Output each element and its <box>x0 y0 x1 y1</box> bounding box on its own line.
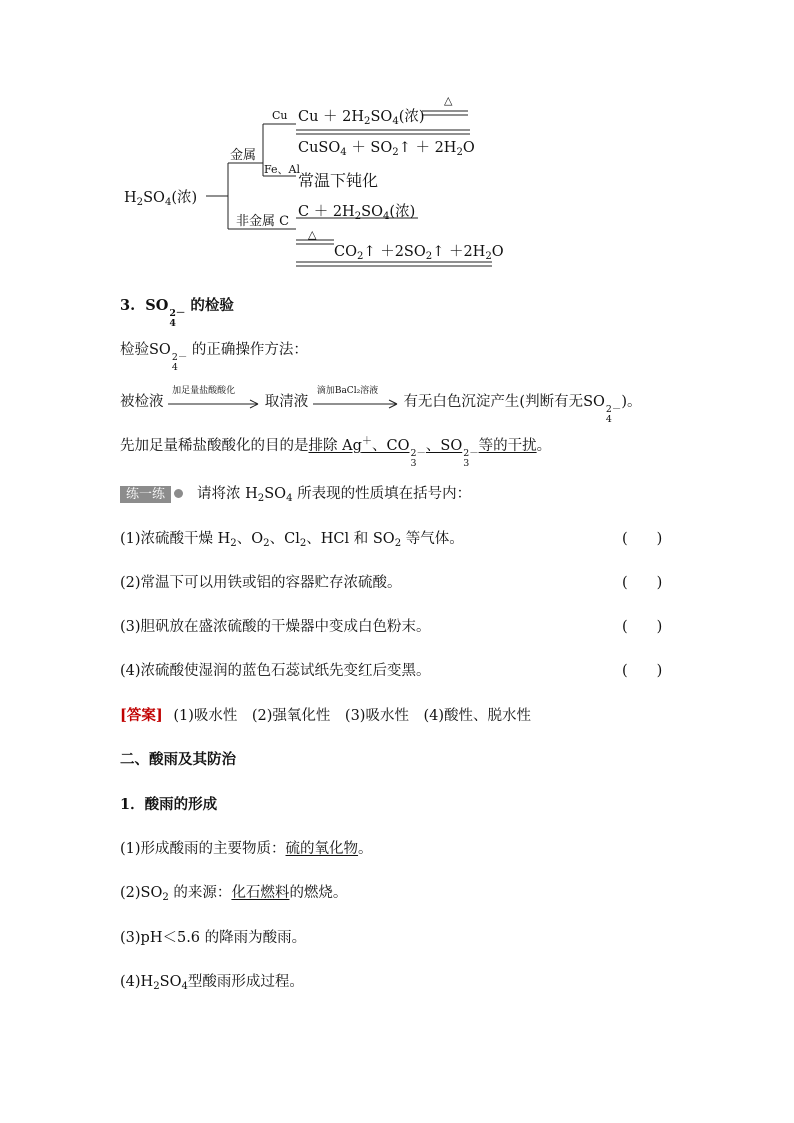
line1-answer: 硫的氧化物 <box>285 841 359 857</box>
practice-item-2: (2)常温下可以用铁或铝的容器贮存浓硫酸。 <box>120 575 402 591</box>
branch-metal-label: 金属 <box>230 148 257 163</box>
step1: 被检液 <box>120 394 164 410</box>
branch-fe-al-label: Fe、Al <box>264 163 301 176</box>
arrow1 <box>168 386 260 409</box>
cu-reaction-bottom: CuSO$_4$ ＋ $SO_2↑ + 2H_2O$ <box>298 140 475 158</box>
section3-intro: 检验SO 2－ 4 的正确操作方法： <box>120 342 308 373</box>
section3-purpose: 先加足量稀盐酸酸化的目的是排除 Ag＋、CO 2－ 3 、SO 2－ 3 等的干扰。 <box>120 436 552 469</box>
practice-item-4: (4)浓硫酸使湿润的蓝色石蕊试纸先变红后变黑。 <box>120 663 431 679</box>
answer-paren-4[interactable]: ( ) <box>622 663 663 679</box>
acid-rain-heading: 二、酸雨及其防治 <box>120 751 236 768</box>
answer-text: (1)吸水性 (2)强氧化性 (3)吸水性 (4)酸性、脱水性 <box>173 708 531 724</box>
acid-rain-subheading: 1．酸雨的形成 <box>120 796 218 813</box>
answer-paren-1[interactable]: ( ) <box>622 531 663 547</box>
answer-paren-3[interactable]: ( ) <box>622 619 663 635</box>
line2-prefix: $(2)SO_2$ 的来源： <box>120 885 232 903</box>
fe-al-result: 常温下钝化 <box>298 171 379 190</box>
arrow2 <box>313 386 399 409</box>
section3-heading: 3. SO 2－ 4 的检验 <box>120 297 234 329</box>
acid-rain-line-4: $(4)H_2SO_4$型酸雨形成过程。 <box>120 974 304 992</box>
answer-paren-2[interactable]: ( ) <box>622 575 663 591</box>
step3: 有无白色沉淀产生(判断有无SO 2－ 4 )。 <box>403 394 642 425</box>
arrow1-label: 加足量盐酸酸化 <box>172 386 236 396</box>
line2-answer: 化石燃料 <box>231 885 290 901</box>
test-procedure-row <box>120 386 642 425</box>
branch-nonmetal-label: 非金属 C <box>236 214 290 229</box>
line1-prefix: (1)形成酸雨的主要物质： <box>120 841 286 857</box>
practice-tag: 练一练 <box>120 486 171 503</box>
acid-rain-line-1 <box>120 837 373 858</box>
c-condition: △ <box>308 228 317 241</box>
acid-rain-line-2 <box>120 881 347 902</box>
bullet-icon <box>174 489 183 498</box>
line1-suffix: 。 <box>358 841 373 857</box>
acid-rain-line-3: (3)pH＜5.6 的降雨为酸雨。 <box>120 930 307 946</box>
arrow2-label: 滴加BaCl₂溶液 <box>316 386 379 396</box>
c-reaction-bottom: $CO_2↑$ $+2SO_2↑ +2H_2O$ <box>334 244 504 262</box>
line2-suffix: 的燃烧。 <box>289 885 348 901</box>
answer-row <box>120 704 531 725</box>
step2: 取清液 <box>264 394 309 410</box>
practice-header <box>120 482 471 503</box>
answer-tag: [答案] <box>120 707 163 724</box>
practice-item-3: (3)胆矾放在盛浓硫酸的干燥器中变成白色粉末。 <box>120 619 431 635</box>
branch-cu-label: Cu <box>272 109 288 122</box>
cu-condition: △ <box>444 94 453 107</box>
practice-instruction: 请将浓 $H_2SO_4$ 所表现的性质填在括号内： <box>197 486 472 504</box>
c-reaction-top: $C + 2H_2SO_4$(浓) <box>298 204 416 222</box>
practice-item-1: (1)浓硫酸干燥 $H_2$、$O_2$、$Cl_2$、HCl 和 $SO_2$ 等气体。 <box>120 531 464 549</box>
root-label: $H_2SO_4$(浓) <box>124 190 198 208</box>
cu-reaction-top: $Cu + 2H_2SO_4$(浓) <box>298 109 425 127</box>
